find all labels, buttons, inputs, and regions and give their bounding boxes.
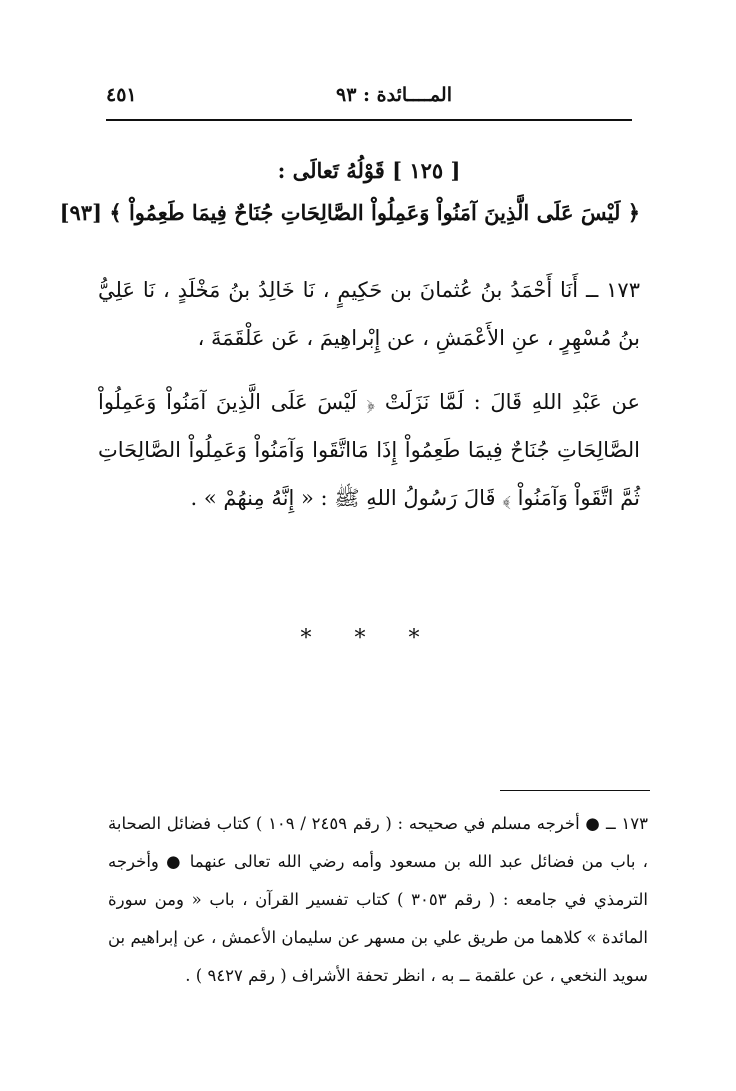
section-separator: * * *	[300, 626, 438, 651]
running-header	[106, 82, 632, 116]
footnote-rule	[500, 790, 650, 791]
footnote: ١٧٣ ــ ● أخرجه مسلم في صحيحه : ( رقم ٢٤٥٩ / ١٠٩ ) كتاب فضائل الصحابة ، باب من فضائل عبد الله بن مسعود وأمه رضي الله تعالى عنهما ● وأخرجه الترمذي في جامعه : ( رقم ٣٠٥٣ ) كتاب تفسير القرآن ، باب « ومن سورة المائدة » كلاهما من طريق علي بن مسهر عن سليمان الأعمش ، عن إبراهيم بن سويد النخعي ، عن علقمة ــ به ، انظر تحفة الأشراف ( رقم ٩٤٢٧ ) .	[108, 814, 648, 985]
header-title: المــــائدة : ٩٣	[336, 84, 452, 106]
hadith-isnad: ١٧٣ ــ أَنَا أَحْمَدُ بنُ عُثمانَ بن حَكِيمٍ ، نَا خَالِدُ بنُ مَخْلَدٍ ، نَا عَلِيُّ بنُ مُسْهِرٍ ، عنِ الأَعْمَشِ ، عن إِبْراهِيمَ ، عَن عَلْقَمَةَ ،	[98, 278, 640, 350]
hadith-matn: عن عَبْدِ اللهِ قَالَ : لَمَّا نَزَلَتْ ﴿ لَيْسَ عَلَى الَّذِينَ آمَنُواْ وَعَمِلُواْ الصَّالِحَاتِ جُنَاحٌ فِيمَا طَعِمُواْ إِذَا مَااتَّقَوا وَآمَنُواْ وَعَمِلُواْ الصَّالِحَاتِ ثُمَّ اتَّقَواْ وَآمَنُواْ ﴾ قَالَ رَسُولُ اللهِ ﷺ : « إِنَّهُ مِنهُمْ » .	[98, 390, 640, 510]
section-heading: [ ١٢٥ ] قَوْلُهُ تَعالَى :	[277, 158, 461, 183]
quran-verse: ﴿ لَيْسَ عَلَى الَّذِينَ آمَنُواْ وَعَمِلُواْ الصَّالِحَاتِ جُنَاحٌ فِيمَا طَعِمُواْ ﴾ [٩٣]	[59, 200, 640, 225]
page-number: ٤٥١	[106, 84, 137, 106]
header-rule	[106, 119, 632, 121]
